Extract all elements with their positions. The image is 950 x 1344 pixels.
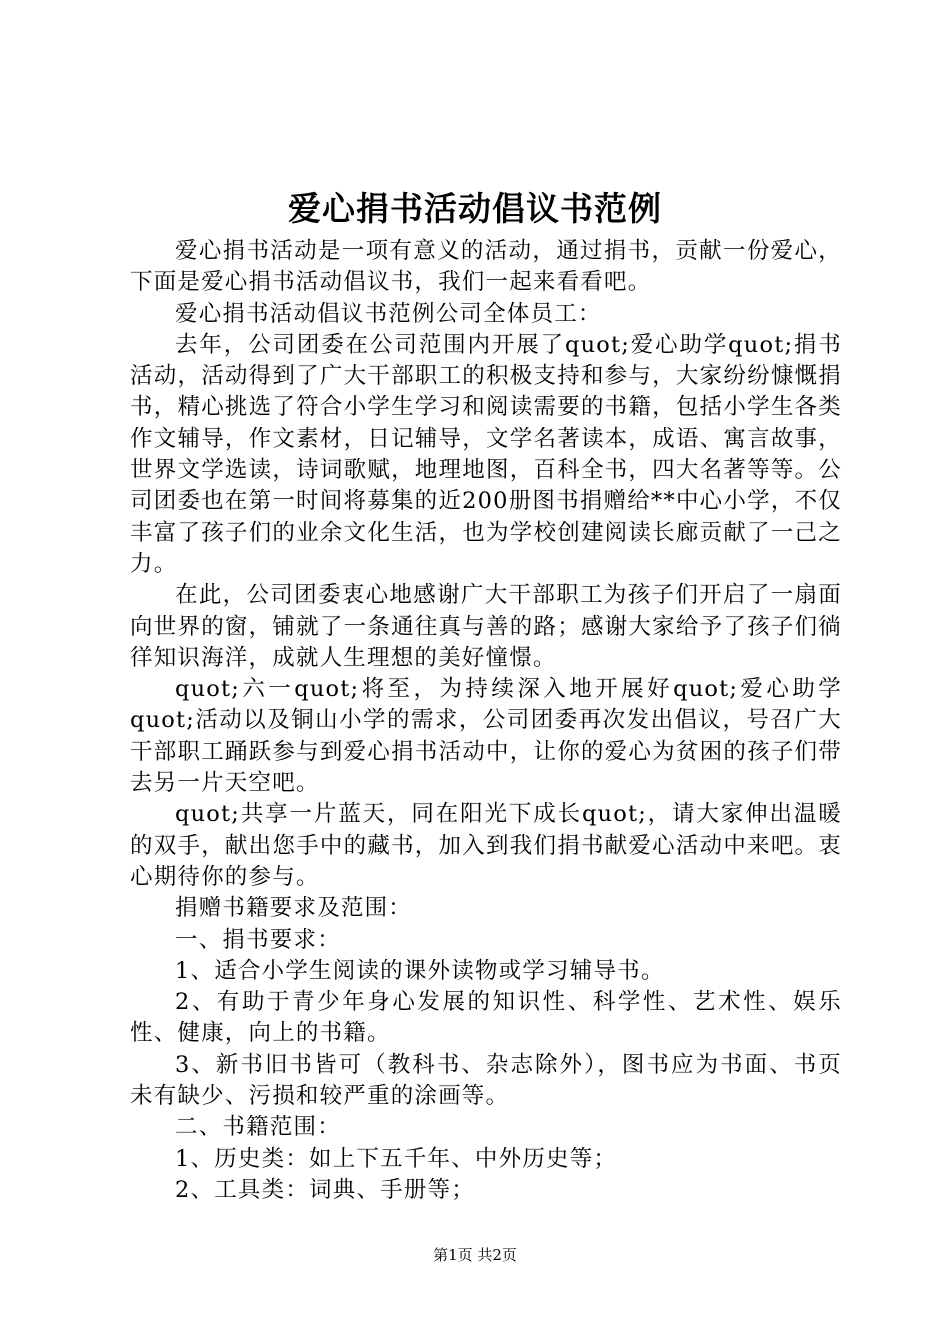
paragraph-salutation: 爱心捐书活动倡议书范例公司全体员工： — [175, 300, 602, 327]
paragraph-item-3: 3、新书旧书皆可（教科书、杂志除外），图书应为书面、书页未有缺少、污损和较严重的涂画等。 — [130, 1051, 842, 1110]
paragraph-thanks: 在此，公司团委衷心地感谢广大干部职工为孩子们开启了一扇面向世界的窗，铺就了一条通往真与善的路；感谢大家给予了孩子们徜徉知识海洋，成就人生理想的美好憧憬。 — [130, 582, 842, 671]
paragraph-range-2: 2、工具类：词典、手册等； — [175, 1176, 475, 1203]
paragraph-item-1: 1、适合小学生阅读的课外读物或学习辅导书。 — [175, 957, 665, 984]
paragraph-range-1: 1、历史类：如上下五千年、中外历史等； — [175, 1145, 618, 1172]
paragraph-requirements-heading: 捐赠书籍要求及范围： — [175, 895, 413, 922]
paragraph-call: quot;六一quot;将至，为持续深入地开展好quot;爱心助学quot;活动以及铜山小学的需求，公司团委再次发出倡议，号召广大干部职工踊跃参与到爱心捐书活动中，让你的爱心为贫困的孩子们带去另一片天空吧。 — [130, 676, 842, 797]
paragraph-section-one: 一、捐书要求： — [175, 926, 341, 953]
paragraph-section-two: 二、书籍范围： — [175, 1114, 341, 1141]
paragraph-item-2: 2、有助于青少年身心发展的知识性、科学性、艺术性、娱乐性、健康，向上的书籍。 — [130, 989, 842, 1047]
paragraph-invite: quot;共享一片蓝天，同在阳光下成长quot;，请大家伸出温暖的双手，献出您手中的藏书，加入到我们捐书献爱心活动中来吧。衷心期待你的参与。 — [130, 801, 842, 890]
paragraph-last-year: 去年，公司团委在公司范围内开展了quot;爱心助学quot;捐书活动，活动得到了广大干部职工的积极支持和参与，大家纷纷慷慨捐书，精心挑选了符合小学生学习和阅读需要的书籍，包括小学生各类作文辅导，作文素材，日记辅导，文学名著读本，成语、寓言故事，世界文学选读，诗词歌赋，地理地图，百科全书，四大名著等等。公司团委也在第一时间将募集的近200册图书捐赠给**中心小学，不仅丰富了孩子们的业余文化生活，也为学校创建阅读长廊贡献了一己之力。 — [130, 331, 842, 577]
document-title: 爱心捐书活动倡议书范例 — [288, 189, 662, 228]
paragraph-intro: 爱心捐书活动是一项有意义的活动，通过捐书，贡献一份爱心，下面是爱心捐书活动倡议书，我们一起来看看吧。 — [130, 238, 842, 296]
page-footer: 第1页 共2页 — [433, 1246, 517, 1264]
document-body — [130, 236, 842, 1206]
